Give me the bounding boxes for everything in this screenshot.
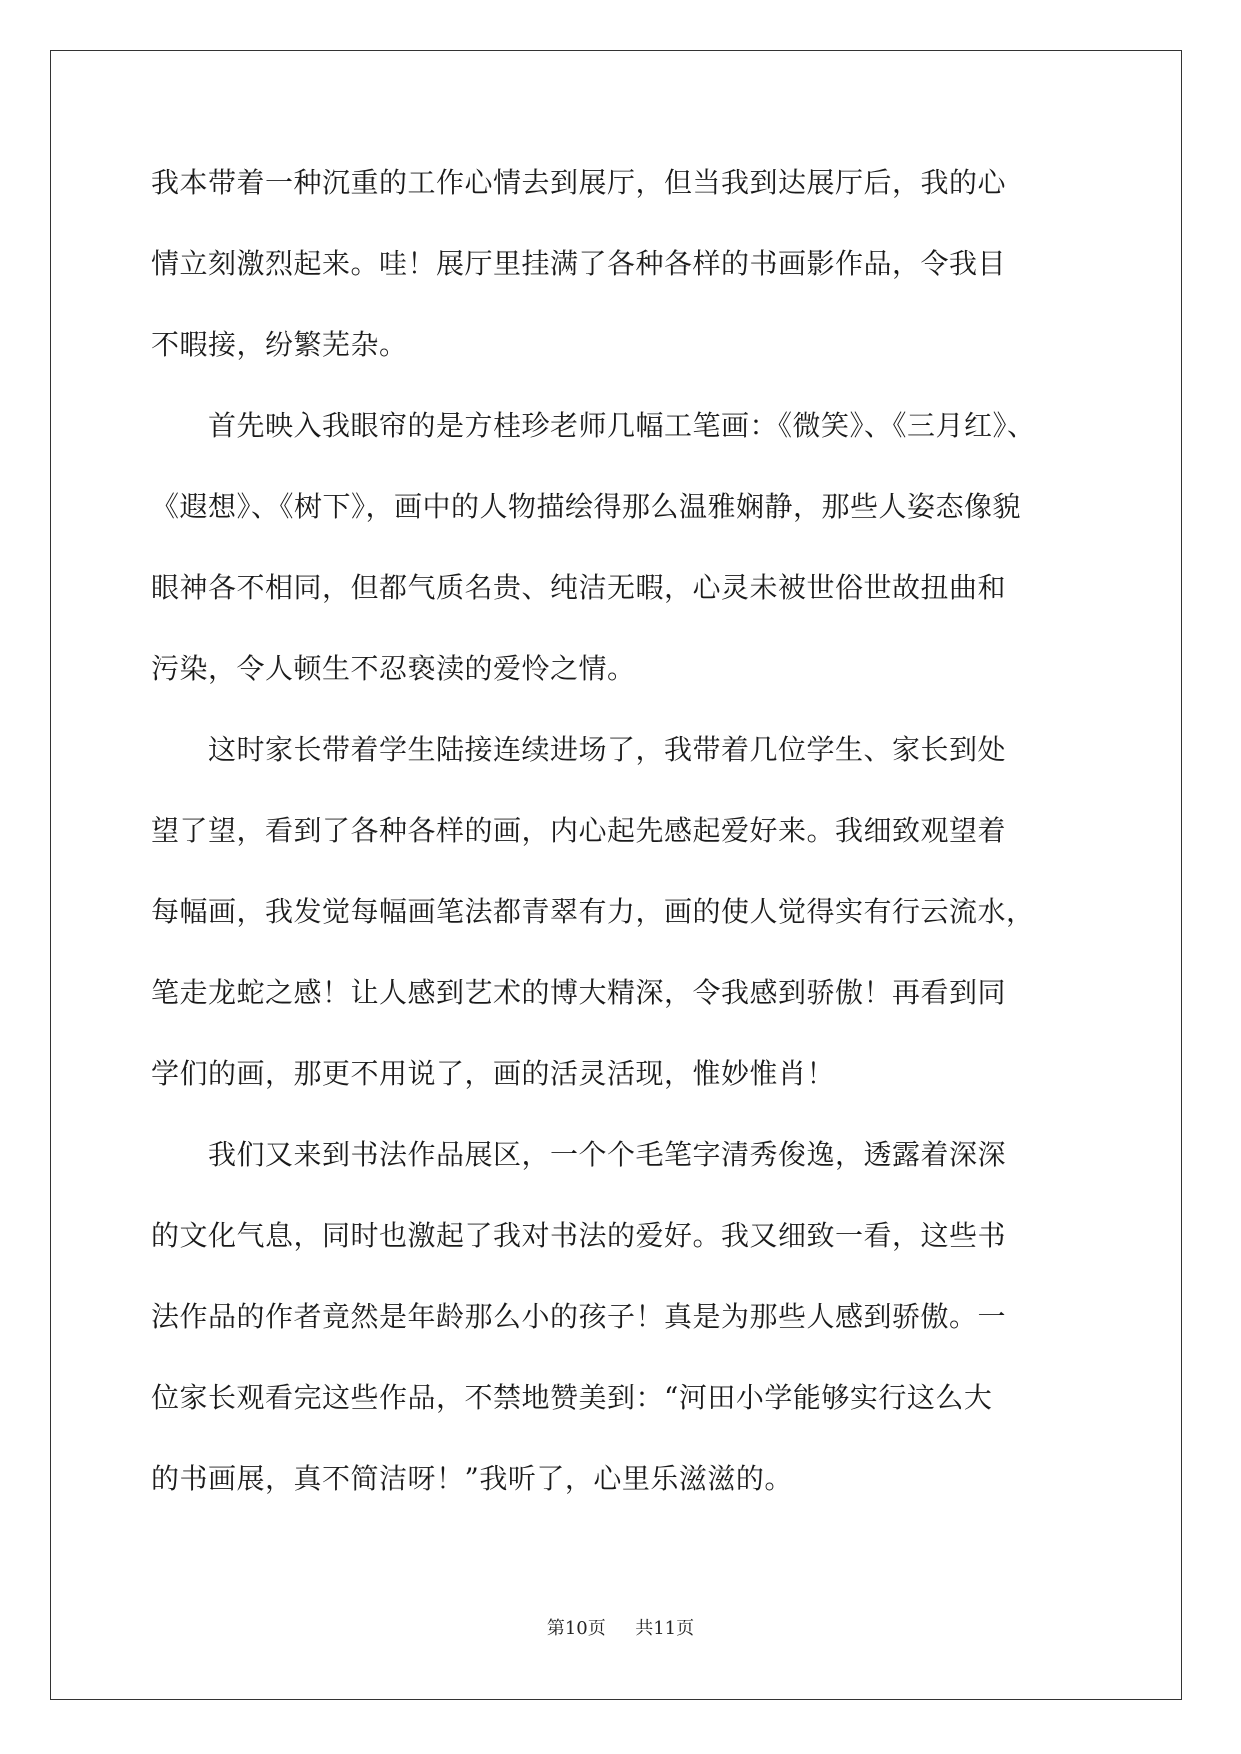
text-line: 这时家长带着学生陆接连续进场了，我带着几位学生、家长到处: [151, 733, 1007, 766]
text-line: 望了望，看到了各种各样的画，内心起先感起爱好来。我细致观望着: [151, 814, 1007, 847]
page-number: 第10页: [546, 1618, 606, 1639]
text-line: 位家长观看完这些作品，不禁地赞美到：“河田小学能够实行这么大: [151, 1381, 993, 1414]
text-line: 《遐想》、《树下》，画中的人物描绘得那么温雅娴静，那些人姿态像貌: [151, 490, 1022, 523]
text-line: 每幅画，我发觉每幅画笔法都青翠有力，画的使人觉得实有行云流水，: [151, 895, 1035, 928]
text-line: 污染，令人顿生不忍亵渎的爱怜之情。: [151, 652, 636, 685]
text-line: 情立刻激烈起来。哇！展厅里挂满了各种各样的书画影作品，令我目: [151, 247, 1007, 280]
text-line: 不暇接，纷繁芜杂。: [151, 328, 408, 361]
text-line: 的书画展，真不简洁呀！”我听了，心里乐滋滋的。: [151, 1462, 793, 1495]
document-body: [151, 165, 1091, 1542]
page-total: 共11页: [635, 1618, 695, 1639]
text-line: 法作品的作者竟然是年龄那么小的孩子！真是为那些人感到骄傲。一: [151, 1300, 1007, 1333]
page-footer: [0, 1618, 1241, 1640]
text-line: 眼神各不相同，但都气质名贵、纯洁无暇，心灵未被世俗世故扭曲和: [151, 571, 1007, 604]
text-line: 的文化气息，同时也激起了我对书法的爱好。我又细致一看，这些书: [151, 1219, 1007, 1252]
text-line: 学们的画，那更不用说了，画的活灵活现，惟妙惟肖！: [151, 1057, 836, 1090]
text-line: 笔走龙蛇之感！让人感到艺术的博大精深，令我感到骄傲！再看到同: [151, 976, 1007, 1009]
text-line: 首先映入我眼帘的是方桂珍老师几幅工笔画：《微笑》、《三月红》、: [151, 409, 1036, 442]
text-line: 我本带着一种沉重的工作心情去到展厅，但当我到达展厅后，我的心: [151, 166, 1007, 199]
text-line: 我们又来到书法作品展区，一个个毛笔字清秀俊逸，透露着深深: [151, 1138, 1007, 1171]
